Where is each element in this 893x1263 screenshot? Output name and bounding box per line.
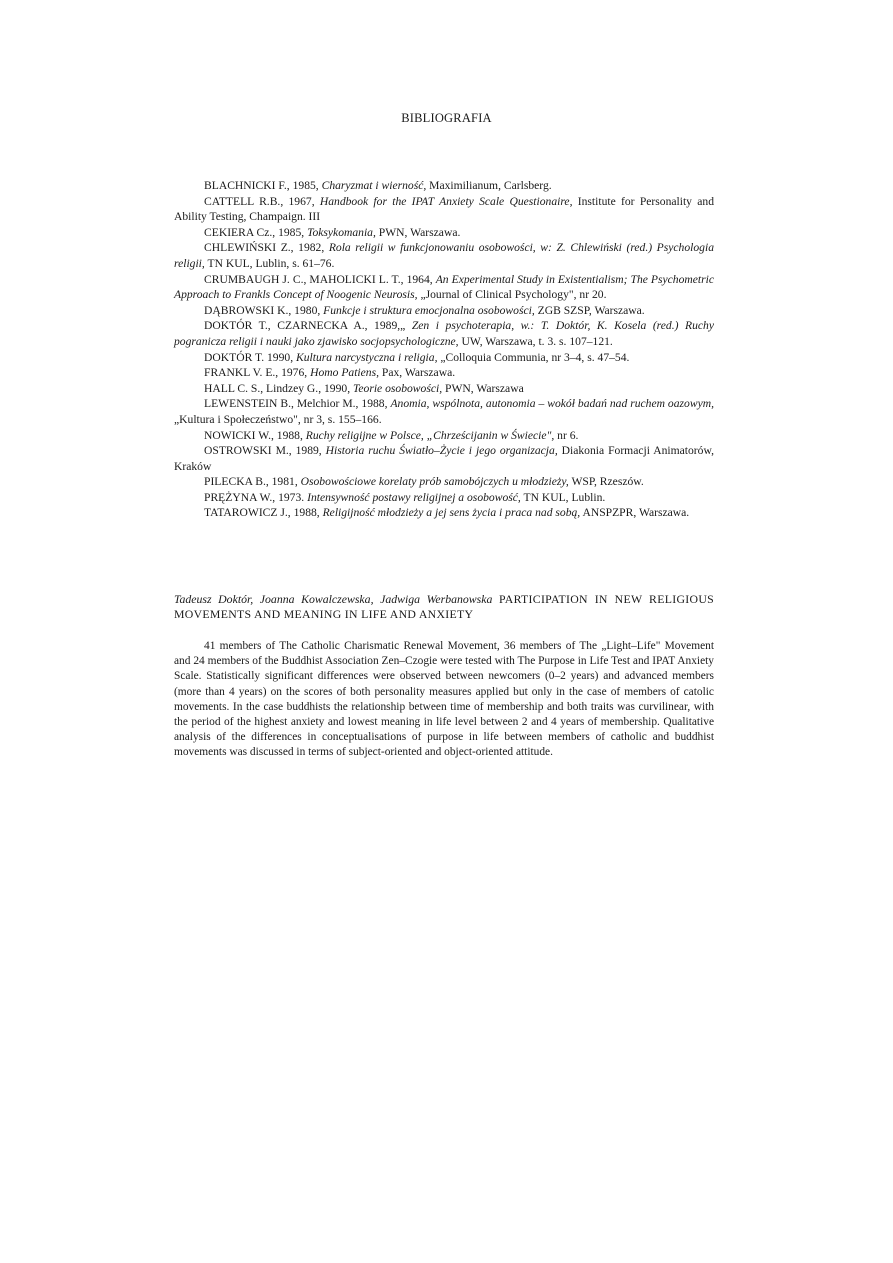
bib-entry (174, 396, 714, 427)
bib-title: Osobowościowe korelaty prób samobójczych u młodzieży, (300, 475, 569, 489)
bib-authors: NOWICKI W., 1988, (204, 428, 306, 442)
bib-title: Religijność młodzieży a jej sens życia i praca nad sobą, (322, 506, 581, 520)
bib-entry (174, 240, 714, 271)
bib-entry (174, 443, 714, 474)
bibliography-list (174, 178, 714, 521)
bib-publisher: Pax, Warszawa. (379, 366, 456, 380)
summary-header (174, 592, 714, 623)
bib-authors: CRUMBAUGH J. C., MAHOLICKI L. T., 1964, (204, 272, 436, 286)
bib-authors: DĄBROWSKI K., 1980, (204, 303, 324, 317)
bib-title: Homo Patiens, (310, 366, 379, 380)
bib-publisher: PWN, Warszawa (442, 381, 524, 395)
bib-title: Charyzmat i wierność, (321, 179, 427, 192)
bib-authors: PRĘŻYNA W., 1973. (204, 490, 308, 504)
bib-publisher: „Kultura i Społeczeństwo", nr 3, s. 155–166. (174, 412, 382, 426)
bib-entry (174, 365, 714, 381)
bib-publisher: „Colloquia Communia, nr 3–4, s. 47–54. (437, 350, 630, 364)
bib-entry (174, 194, 714, 225)
bib-authors: CATTELL R.B., 1967, (204, 194, 320, 208)
bib-entry (174, 474, 714, 490)
bib-title: Ruchy religijne w Polsce, „Chrześcijanin w Świecie", (305, 428, 555, 442)
bib-entry (174, 428, 714, 444)
bib-publisher: TN KUL, Lublin, s. 61–76. (204, 256, 335, 270)
bib-authors: DOKTÓR T. 1990, (204, 350, 296, 364)
bib-authors: HALL C. S., Lindzey G., 1990, (204, 381, 353, 395)
bib-authors: TATAROWICZ J., 1988, (204, 506, 323, 520)
bib-publisher: WSP, Rzeszów. (568, 475, 644, 489)
bib-publisher: nr 6. (554, 428, 579, 442)
bib-authors: LEWENSTEIN B., Melchior M., 1988, (204, 397, 391, 411)
bib-title: Funkcje i struktura emocjonalna osobowości, (323, 303, 535, 317)
summary-abstract: 41 members of The Catholic Charismatic Renewal Movement, 36 members of The „Light–Life" Movement and 24 members of the Buddhist Association Zen–Czogie were tested with The Purpose in Life Test and IPAT Anxiety Scale. Statistically significant differences were observed between newcomers (0–2 years) and advanced members (more than 4 years) on the scores of both personality measures applied but only in the case of members of catolic movements. In the case buddhists the relationship between time of membership and both traits was curvilinear, with the period of the highest anxiety and lowest meaning in life level between 2 and 4 years of membership. Qualitative analysis of the differences in conceptualisations of purpose in life between members of catholic and buddhist movements was discussed in terms of subject-oriented and object-oriented attitude. (174, 640, 714, 759)
bib-publisher: PWN, Warszawa. (375, 225, 461, 239)
bib-title: Zen i psychoterapia, w.: T. Doktór, K. Kosela (red.) Ruchy pogranicza religii i nauki jako zjawisko socjopsychologiczne, (174, 319, 714, 348)
bib-authors: DOKTÓR T., CZARNECKA A., 1989,„ (204, 319, 412, 333)
bib-entry (174, 318, 714, 349)
bib-title: Intensywność postawy religijnej a osobowość, (307, 490, 521, 504)
bib-authors: CEKIERA Cz., 1985, (204, 225, 308, 239)
bib-authors: FRANKL V. E., 1976, (204, 366, 311, 380)
bib-entry (174, 505, 714, 521)
bib-entry (174, 225, 714, 241)
bib-title: Anomia, wspólnota, autonomia – wokół badań nad ruchem oazowym, (390, 397, 714, 411)
bib-publisher: ANSPZPR, Warszawa. (580, 506, 690, 520)
bib-publisher: „Journal of Clinical Psychology", nr 20. (417, 288, 607, 302)
bib-title: Teorie osobowości, (353, 381, 443, 395)
bib-title: Kultura narcystyczna i religia, (296, 350, 438, 364)
bib-authors: PILECKA B., 1981, (204, 475, 301, 489)
bib-entry (174, 490, 714, 506)
bib-title: Handbook for the IPAT Anxiety Scale Questionaire, (319, 194, 573, 208)
bib-publisher: UW, Warszawa, t. 3. s. 107–121. (458, 334, 613, 348)
bib-title: Toksykomania, (307, 225, 376, 239)
bib-authors: BLACHNICKI F., 1985, (204, 179, 322, 192)
bib-entry (174, 350, 714, 366)
bib-authors: OSTROWSKI M., 1989, (204, 444, 326, 458)
bib-entry (174, 303, 714, 319)
bib-publisher: Diakonia Formacji Animatorów, Kraków (174, 444, 714, 473)
bib-entry (174, 178, 714, 194)
summary-authors: Tadeusz Doktór, Joanna Kowalczewska, Jadwiga Werbanowska (174, 592, 493, 606)
summary-title: PARTICIPATION IN NEW RELIGIOUS MOVEMENTS AND MEANING IN LIFE AND ANXIETY (174, 592, 715, 622)
bib-title: Historia ruchu Światło–Życie i jego organizacja, (325, 444, 558, 458)
bib-publisher: Maximilianum, Carlsberg. (426, 179, 552, 192)
bib-title: Rola religii w funkcjonowaniu osobowości, w: Z. Chlewiński (red.) Psychologia religii, (174, 241, 714, 270)
bib-entry (174, 381, 714, 397)
bib-authors: CHLEWIŃSKI Z., 1982, (204, 241, 329, 255)
bib-publisher: Institute for Personality and Ability Testing, Champaign. III (174, 194, 714, 224)
bib-title: An Experimental Study in Existentialism; The Psychometric Approach to Frankls Concept of Noogenic Neurosis, (174, 272, 715, 302)
page-title: BIBLIOGRAFIA (401, 111, 492, 125)
bib-publisher: ZGB SZSP, Warszawa. (534, 303, 645, 317)
bib-publisher: TN KUL, Lublin. (520, 490, 606, 504)
bib-entry (174, 272, 714, 303)
